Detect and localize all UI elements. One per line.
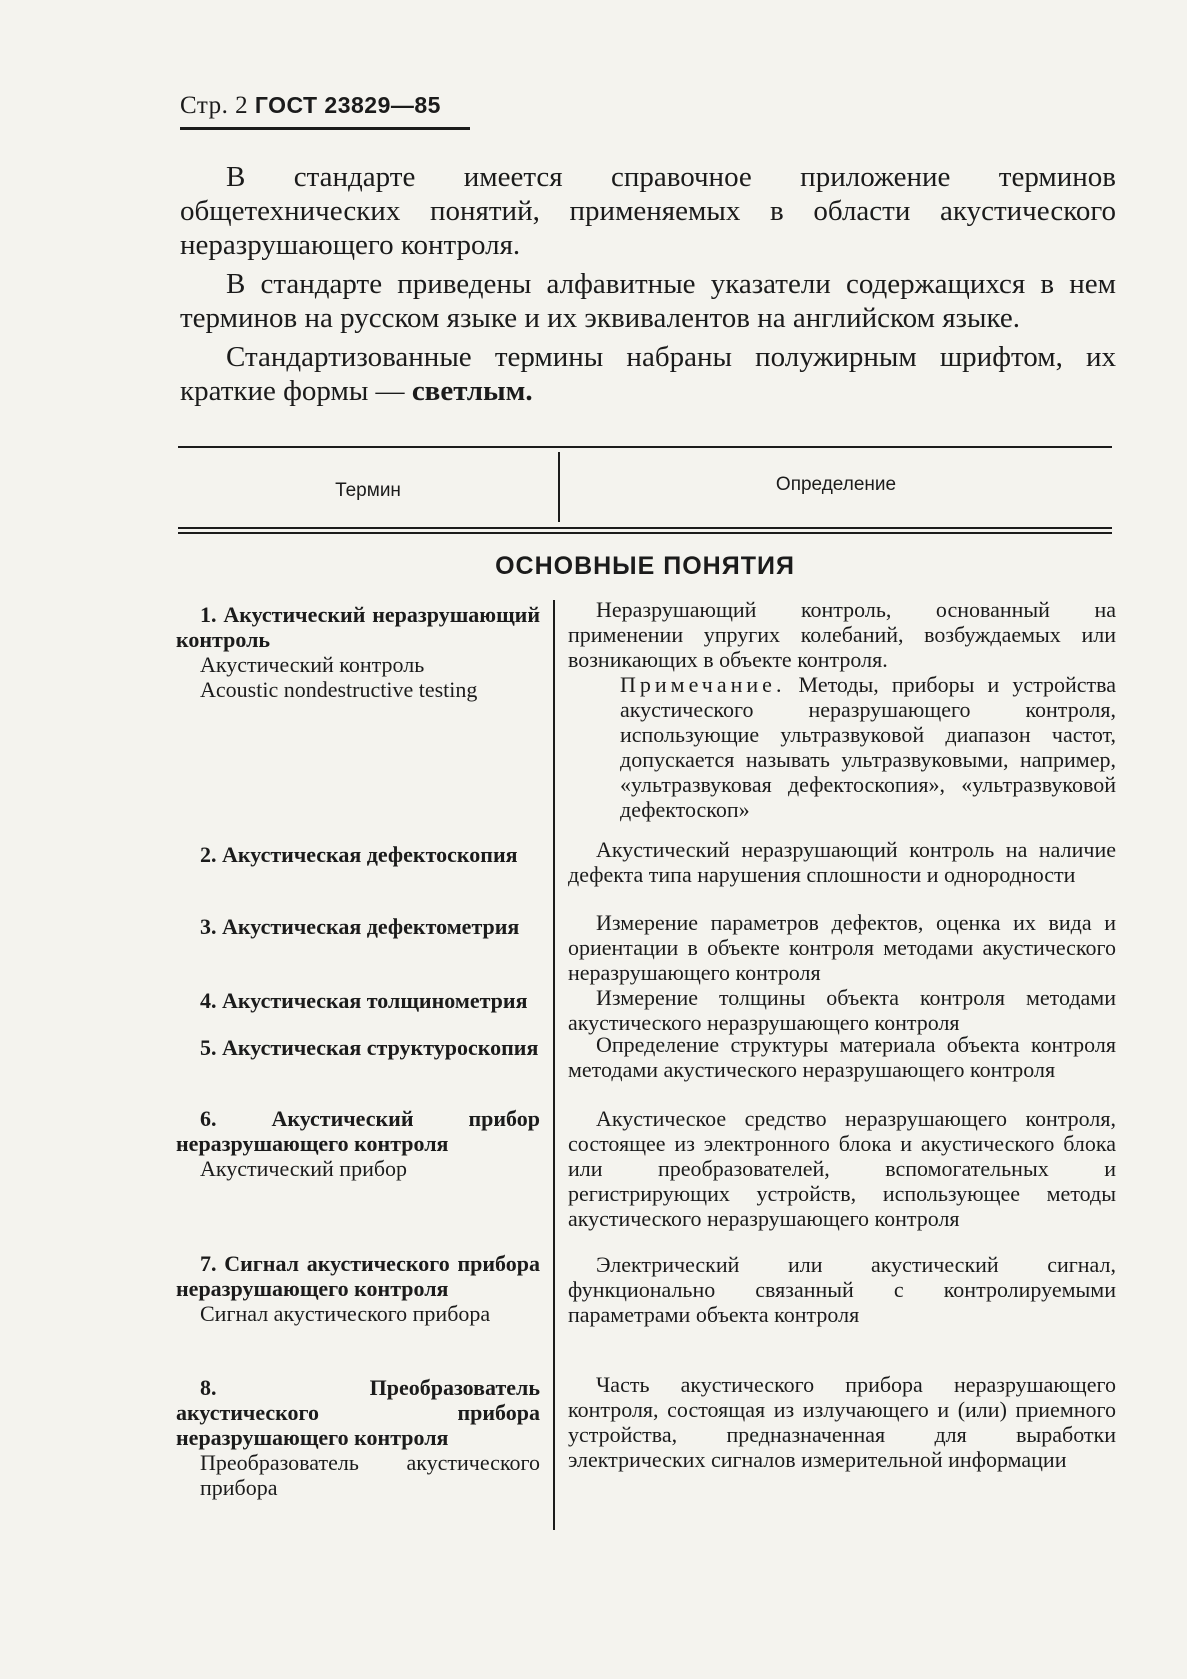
term-title: 7. Сигнал акустического прибора неразрушающего контроля — [176, 1251, 540, 1301]
term-8 — [176, 1375, 540, 1500]
definition-text: Электрический или акустический сигнал, функционально связанный с контролируемыми параметрами объекта контроля — [568, 1252, 1116, 1327]
term-7 — [176, 1251, 540, 1326]
table-header-rule-2 — [178, 532, 1112, 534]
definition-note — [568, 672, 1116, 822]
definition-text: Акустическое средство неразрушающего контроля, состоящее из электронного блока и акустического блока или преобразователей, вспомогательных и регистрирующих устройств, использующее методы акустического неразрушающего контроля — [568, 1106, 1116, 1231]
page-header — [180, 92, 441, 120]
table-header-rule-1 — [178, 527, 1112, 529]
intro-text — [180, 160, 1116, 413]
definition-7 — [568, 1252, 1116, 1327]
definition-6 — [568, 1106, 1116, 1231]
term-6 — [176, 1106, 540, 1181]
term-2 — [176, 842, 540, 867]
intro-paragraph-1: В стандарте имеется справочное приложение терминов общетехнических понятий, применяемых в области акустического неразрушающего контроля. — [180, 161, 1116, 261]
term-short-form: Преобразователь акустического прибора — [200, 1450, 540, 1500]
column-header-definition: Определение — [775, 474, 897, 495]
definition-5 — [568, 1032, 1116, 1082]
definition-text: Измерение параметров дефектов, оценка их вида и ориентации в объекте контроля методами акустического неразрушающего контроля — [568, 910, 1116, 985]
section-title: ОСНОВНЫЕ ПОНЯТИЯ — [495, 552, 795, 580]
term-short-form: Сигнал акустического прибора — [200, 1301, 491, 1326]
note-text: Методы, приборы и устройства акустического неразрушающего контроля, использующие ультразвуковой диапазон частот, допускается называть ультразвуковыми, например, «ультразвуковая дефектоскопия», «ультразвуковой дефектоскоп» — [620, 672, 1116, 822]
term-title: 3. Акустическая дефектометрия — [200, 914, 520, 939]
table-top-rule — [178, 446, 1112, 448]
definition-2 — [568, 837, 1116, 887]
column-header-term: Термин — [335, 480, 401, 501]
intro-paragraph-3 — [180, 340, 1116, 408]
term-title: 1. Акустический неразрушающий контроль — [176, 602, 540, 652]
intro-paragraph-2: В стандарте приведены алфавитные указатели содержащихся в нем терминов на русском языке и их эквивалентов на английском языке. — [180, 268, 1116, 334]
term-1 — [176, 602, 540, 702]
definition-3 — [568, 910, 1116, 985]
term-title: 5. Акустическая структуроскопия — [200, 1035, 539, 1060]
term-title: 4. Акустическая толщинометрия — [200, 988, 528, 1013]
term-5 — [176, 1035, 540, 1060]
term-title: 8. Преобразователь акустического прибора неразрушающего контроля — [176, 1375, 540, 1450]
header-rule — [180, 127, 470, 130]
definition-text: Измерение толщины объекта контроля методами акустического неразрушающего контроля — [568, 985, 1116, 1035]
definition-8 — [568, 1372, 1116, 1472]
term-title: 6. Акустический прибор неразрушающего контроля — [176, 1106, 540, 1156]
term-3 — [176, 914, 540, 939]
body-column-divider — [553, 600, 555, 1530]
intro-paragraph-3-bold: светлым. — [411, 375, 533, 407]
term-title: 2. Акустическая дефектоскопия — [200, 842, 518, 867]
definition-text: Определение структуры материала объекта контроля методами акустического неразрушающего контроля — [568, 1032, 1116, 1082]
term-short-form: Акустический контроль — [200, 652, 425, 677]
term-english: Acoustic nondestructive testing — [200, 677, 478, 702]
term-4 — [176, 988, 540, 1013]
intro-paragraph-3-text: Стандартизованные термины набраны полужирным шрифтом, их краткие формы — — [180, 341, 1116, 407]
page-number: Стр. 2 — [180, 92, 249, 119]
definition-text: Часть акустического прибора неразрушающего контроля, состоящая из излучающего и (или) приемного устройства, предназначенная для выработки электрических сигналов измерительной информации — [568, 1372, 1116, 1472]
standard-number: ГОСТ 23829—85 — [254, 92, 441, 118]
term-short-form: Акустический прибор — [200, 1156, 408, 1181]
definition-text: Неразрушающий контроль, основанный на применении упругих колебаний, возбуждаемых или возникающих в объекте контроля. — [568, 597, 1116, 672]
definition-4 — [568, 985, 1116, 1035]
definition-text: Акустический неразрушающий контроль на наличие дефекта типа нарушения сплошности и однородности — [568, 837, 1116, 887]
definition-1 — [568, 597, 1116, 822]
note-label: Примечание. — [620, 672, 786, 697]
